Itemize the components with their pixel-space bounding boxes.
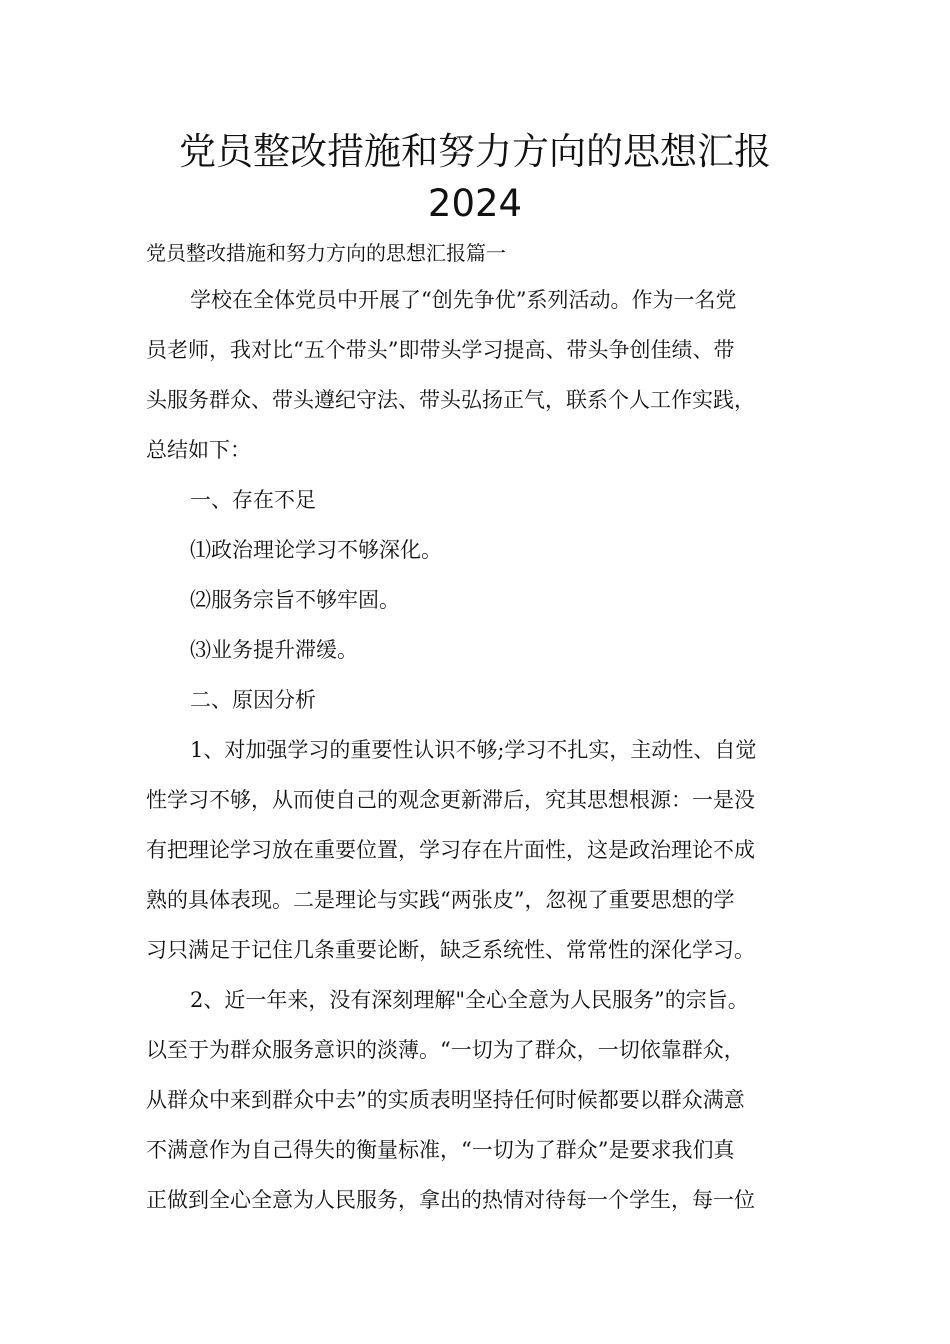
list-item: ⑴政治理论学习不够深化。 (190, 538, 442, 562)
paragraph-line: 学校在全体党员中开展了“创先争优”系列活动。作为一名党 (190, 288, 737, 312)
paragraph-line: 习只满足于记住几条重要论断，缺乏系统性、常常性的深化学习。 (146, 938, 755, 962)
section-heading: 一、存在不足 (190, 488, 316, 512)
section-heading: 二、原因分析 (190, 688, 316, 712)
paragraph-line: 性学习不够，从而使自己的观念更新滞后，究其思想根源：一是没 (146, 788, 755, 812)
document-title-line-1: 党员整改措施和努力方向的思想汇报 (179, 130, 771, 173)
paragraph-line: 正做到全心全意为人民服务，拿出的热情对待每一个学生，每一位 (146, 1188, 755, 1212)
list-item: ⑶业务提升滞缓。 (190, 638, 358, 662)
paragraph-line: 总结如下： (146, 438, 251, 462)
paragraph-line: 有把理论学习放在重要位置，学习存在片面性，这是政治理论不成 (146, 838, 755, 862)
list-item: ⑵服务宗旨不够牢固。 (190, 588, 400, 612)
paragraph-line: 员老师，我对比“五个带头”即带头学习提高、带头争创佳绩、带 (146, 338, 735, 362)
paragraph-line: 以至于为群众服务意识的淡薄。“一切为了群众，一切依靠群众， (146, 1038, 745, 1062)
paragraph-line: 1、对加强学习的重要性认识不够;学习不扎实，主动性、自觉 (190, 738, 757, 762)
paragraph-line: 不满意作为自己得失的衡量标准，“一切为了群众”是要求我们真 (146, 1138, 735, 1162)
paragraph-line: 熟的具体表现。二是理论与实践“两张皮”，忽视了重要思想的学 (146, 888, 735, 912)
document-title-line-2: 2024 (427, 182, 523, 225)
section-subtitle: 党员整改措施和努力方向的思想汇报篇一 (146, 241, 506, 265)
paragraph-line: 头服务群众、带头遵纪守法、带头弘扬正气，联系个人工作实践， (146, 388, 755, 412)
paragraph-line: 从群众中来到群众中去”的实质表明坚持任何时候都要以群众满意 (146, 1088, 745, 1112)
paragraph-line: 2、近一年来，没有深刻理解"全心全意为人民服务”的宗旨。 (190, 988, 749, 1012)
